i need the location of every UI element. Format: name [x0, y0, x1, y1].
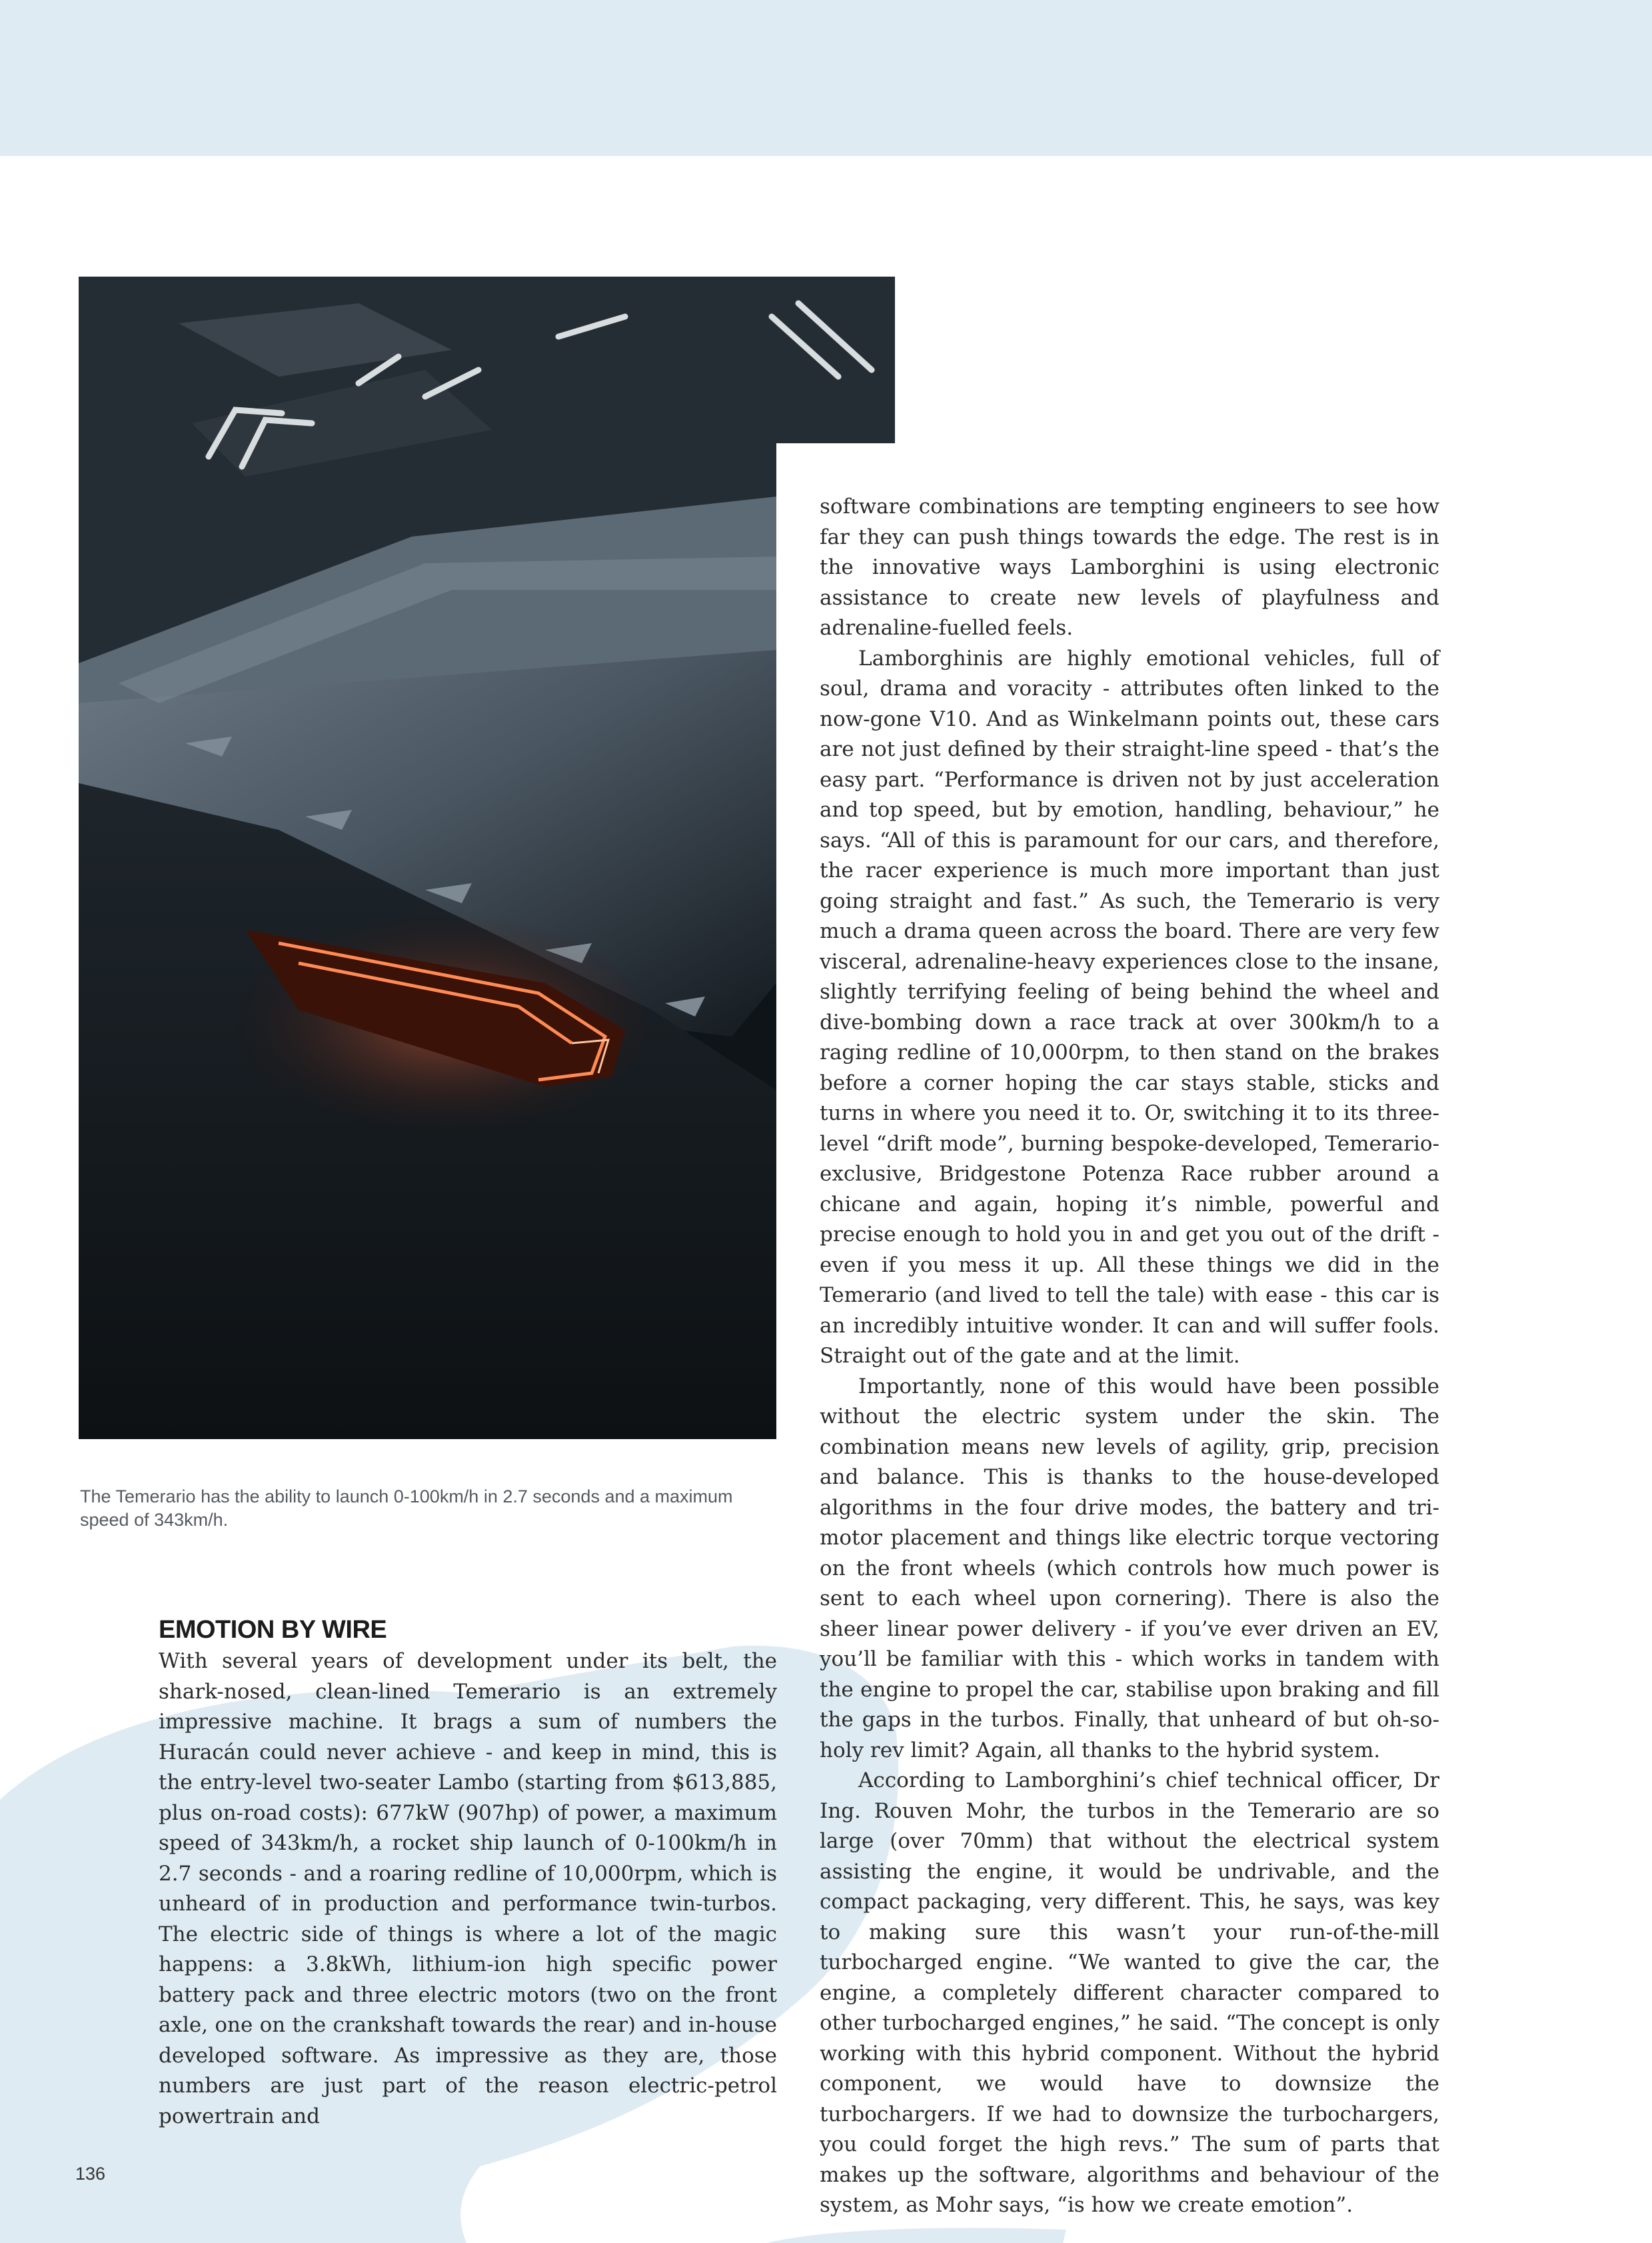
body-paragraph: Lamborghinis are highly emotional vehicles, full of soul, drama and voracity - attributes often linked to the now-gone V10. And as Winkelmann points out, these cars are not just defined by their straight-line speed - that’s the easy part. “Performance is driven not by just acceleration and top speed, but by emotion, handling, behaviour,” he says. “All of this is paramount for our cars, and therefore, the racer experience is much more important than just going straight and fast.” As such, the Temerario is very much a drama queen across the board. There are very few visceral, adrenaline-heavy experiences close to the insane, slightly terrifying feeling of being behind the wheel and dive-bombing down a race track at over 300km/h to a raging redline of 10,000rpm, to then stand on the brakes before a corner hoping the car stays stable, sticks and turns in where you need it to. Or, switching it to its three-level “drift mode”, burning bespoke-developed, Temerario-exclusive, Bridgestone Potenza Race rubber around a chicane and again, hoping it’s nimble, powerful and precise enough to hold you in and get you out of the drift - even if you mess it up. All these things we did in the Temerario (and lived to tell the tale) with ease - this car is an incredibly intuitive wonder. It can and will suffer fools. Straight out of the gate and at the limit. [820, 646, 1439, 1368]
left-text-column [159, 1646, 777, 2132]
body-paragraph: Importantly, none of this would have been possible without the electric system under the skin. The combination means new levels of agility, grip, precision and balance. This is thanks to the house-developed algorithms in the four drive modes, the battery and tri-motor placement and things like electric torque vectoring on the front wheels (which controls how much power is sent to each wheel upon cornering). There is also the sheer linear power delivery - if you’ve ever driven an EV, you’ll be familiar with this - which works in tandem with the engine to propel the car, stabilise upon braking and fill the gaps in the turbos. Finally, that unheard of but oh-so-holy rev limit? Again, all thanks to the hybrid system. [820, 1374, 1439, 1762]
page-number: 136 [75, 2164, 106, 2184]
photo-caption: The Temerario has the ability to launch 0-100km/h in 2.7 seconds and a maximum speed of 343km/h. [80, 1486, 733, 1530]
body-paragraph: software combinations are tempting engineers to see how far they can push things towards the edge. The rest is in the innovative ways Lamborghini is using electronic assistance to create new levels of playfulness and adrenaline-fuelled feels. [820, 495, 1439, 640]
car-rear-photo [79, 277, 895, 1439]
body-paragraph: With several years of development under its belt, the shark-nosed, clean-lined Temerario is an extremely impressive machine. It brags a sum of numbers the Huracán could never achieve - and keep in mind, this is the entry-level two-seater Lambo (starting from $613,885, plus on-road costs): 677kW (907hp) of power, a maximum speed of 343km/h, a rocket ship launch of 0-100km/h in 2.7 seconds - and a roaring redline of 10,000rpm, which is unheard of in production and performance twin-turbos. The electric side of things is where a lot of the magic happens: a 3.8kWh, lithium-ion high specific power battery pack and three electric motors (two on the front axle, one on the crankshaft towards the rear) and in-house developed software. As impressive as they are, those numbers are just part of the reason electric-petrol powertrain and [159, 1649, 777, 2128]
right-text-column [820, 492, 1439, 2221]
section-heading: EMOTION BY WIRE [159, 1616, 387, 1644]
body-paragraph: According to Lamborghini’s chief technical officer, Dr Ing. Rouven Mohr, the turbos in the Temerario are so large (over 70mm) that without the electrical system assisting the engine, it would be undrivable, and the compact packaging, very different. This, he says, was key to making sure this wasn’t your run-of-the-mill turbocharged engine. “We wanted to give the car, the engine, a completely different character compared to other turbocharged engines,” he said. “The concept is only working with this hybrid component. Without the hybrid component, we would have to downsize the turbochargers. If we had to downsize the turbochargers, you could forget the high revs.” The sum of parts that makes up the software, algorithms and behaviour of the system, as Mohr says, “is how we create emotion”. [820, 1768, 1439, 2217]
